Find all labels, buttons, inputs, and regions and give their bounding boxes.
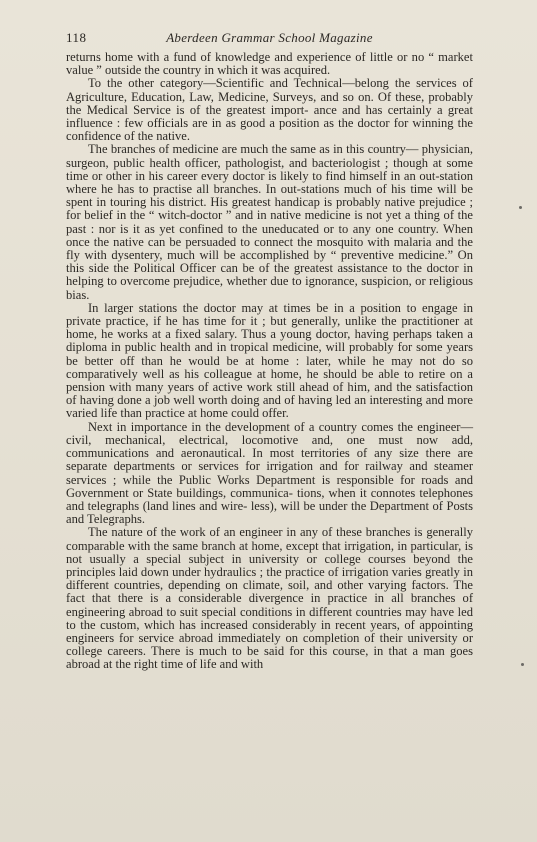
- running-title: Aberdeen Grammar School Magazine: [166, 30, 373, 45]
- paragraph: The branches of medicine are much the same as in this country— physician, surgeon, public health officer, pathologist, and bacteriologist ; though at some time or other in his career every doctor is likely to find himself in an out-station where he has to practise all branches. In out-stations much of his time will be spent in touring his district. His greatest handicap is probably native prejudice ; for belief in the “ witch-doctor ” and in native medicine is not yet a thing of the past : nor is it as yet confined to the uneducated or to any one country. When once the native can be persuaded to connect the mosquito with malaria and the fly with dysentery, much will be accomplished by “ preventive medicine.” On this side the Political Officer can be of the greatest assistance to the doctor in helping to overcome prejudice, whether due to ignorance, suspicion, or religious bias.: [66, 142, 473, 302]
- paper-speck: [521, 663, 524, 666]
- paper-speck: [519, 206, 522, 209]
- paragraph: To the other category—Scientific and Technical—belong the services of Agriculture, Education, Law, Medicine, Surveys, and so on. Of these, probably the Medical Service is of the greatest import- ance and has certainly a great influence : few officials are in as good a position as the doctor for winning the confidence of the native.: [66, 76, 473, 144]
- article-body: [66, 51, 473, 672]
- page-number: 118: [66, 30, 87, 45]
- paragraph: In larger stations the doctor may at times be in a position to engage in private practice, if he has time for it ; but generally, unlike the practitioner at home, he works at a fixed salary. Thus a young doctor, having perhaps taken a diploma in public health and in tropical medicine, will probably for some years be better off than he would be at home : later, while he may not do so comparatively well as his colleague at home, he should be able to retire on a pension with many years of active work still ahead of him, and the satisfaction of having done a job well worth doing and of having led an interesting and more varied life than practice at home could offer.: [66, 300, 473, 421]
- paragraph: The nature of the work of an engineer in any of these branches is generally comparable with the same branch at home, except that irrigation, in particular, is not usually a special subject in university or college courses beyond the principles laid down under hydraulics ; the practice of irrigation varies greatly in different countries, depending on climate, soil, and other varying factors. The fact that there is a considerable divergence in practice in all branches of engineering abroad to suit special conditions in different countries may have led to the custom, which has increased considerably in recent years, of appointing engineers for service abroad immediately on completion of their university or college careers. There is much to be said for this course, in that a man goes abroad at the right time of life and with: [66, 525, 473, 672]
- page-header: [66, 30, 473, 50]
- paragraph: Next in importance in the development of a country comes the engineer—civil, mechanical, electrical, locomotive and, one must now add, communications and aeronautical. In most territories of any size there are separate departments or services for irrigation and for railway and steamer services ; while the Public Works Department is responsible for roads and Government or State buildings, communica- tions, when it connotes telephones and telegraphs (land lines and wire- less), will be under the Department of Posts and Telegraphs.: [66, 419, 473, 527]
- paragraph: returns home with a fund of knowledge and experience of little or no “ market value ” outside the country in which it was acquired.: [66, 50, 473, 78]
